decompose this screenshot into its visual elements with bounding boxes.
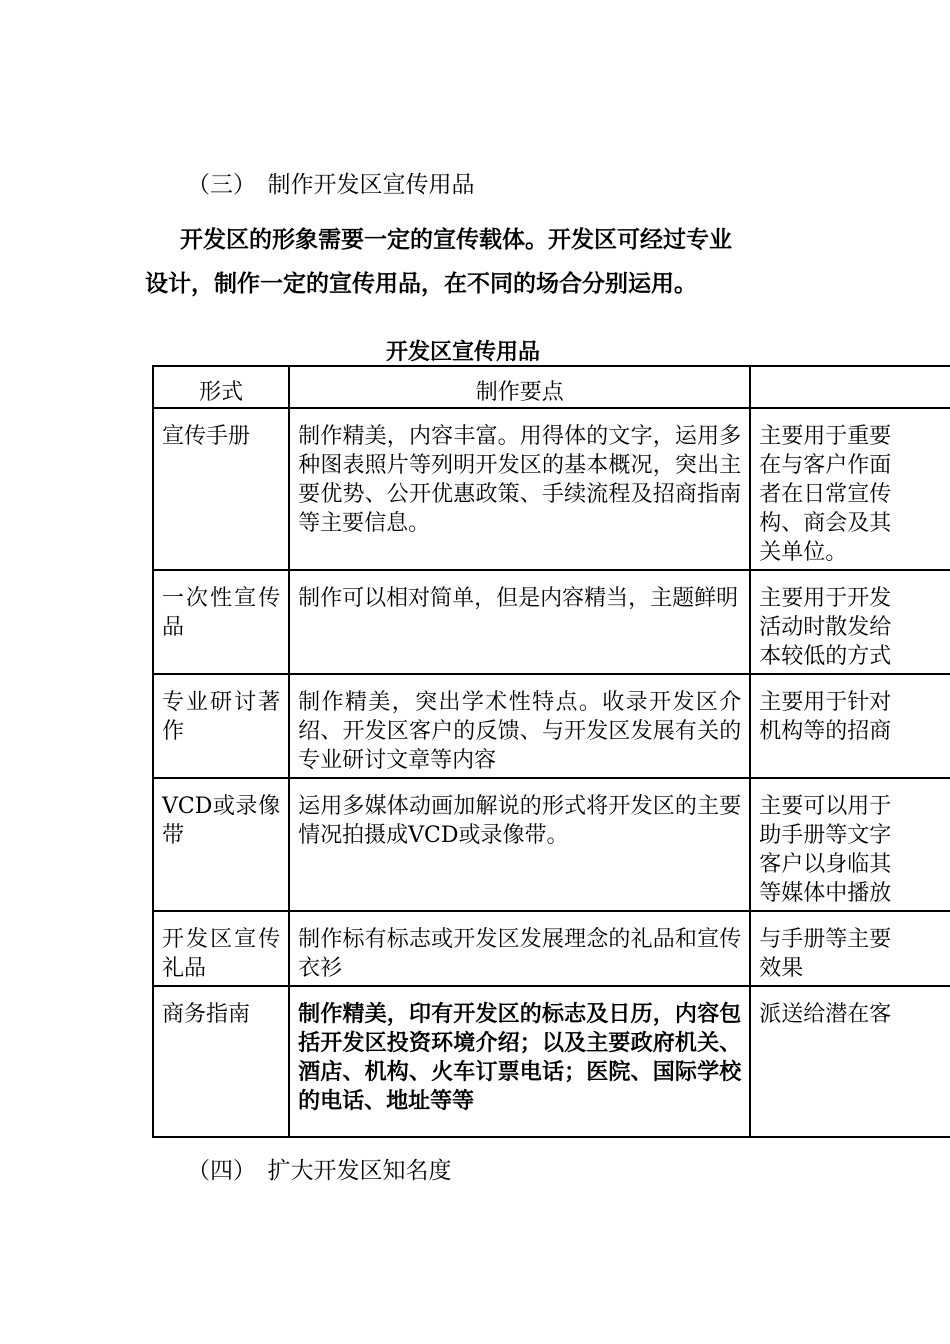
promo-items-table xyxy=(152,365,950,1138)
table-row xyxy=(153,674,950,778)
section-4-heading: （四） 扩大开发区知名度 xyxy=(187,1158,452,1184)
form-cell: 一次性宣传品 xyxy=(153,570,289,674)
header-usage xyxy=(750,366,950,408)
table-caption: 开发区宣传用品 xyxy=(386,339,541,365)
form-cell: 宣传手册 xyxy=(153,408,289,570)
form-cell: 开发区宣传礼品 xyxy=(153,911,289,986)
usage-cell xyxy=(750,570,950,674)
table-row xyxy=(153,986,950,1137)
table-row xyxy=(153,408,950,570)
table-row xyxy=(153,778,950,911)
key-points-cell: 制作精美，内容丰富。用得体的文字，运用多种图表照片等列明开发区的基本概况，突出主要优势、公开优惠政策、手续流程及招商指南等主要信息。 xyxy=(289,408,750,570)
usage-text: 主要可以用于 助手册等文字 客户以身临其 等媒体中播放 xyxy=(759,794,892,906)
table-row xyxy=(153,911,950,986)
table-header-row xyxy=(153,366,950,408)
usage-text: 与手册等主要 效果 xyxy=(759,927,892,981)
usage-text: 主要用于针对 机构等的招商 xyxy=(759,690,892,744)
intro-paragraph-line-2: 设计，制作一定的宣传用品，在不同的场合分别运用。 xyxy=(145,270,697,297)
usage-cell xyxy=(750,778,950,911)
key-points-cell: 制作精美，突出学术性特点。收录开发区介绍、开发区客户的反馈、与开发区发展有关的专业研讨文章等内容 xyxy=(289,674,750,778)
table-row xyxy=(153,570,950,674)
usage-text: 主要用于开发 活动时散发给 本较低的方式 xyxy=(759,586,892,669)
key-points-cell: 运用多媒体动画加解说的形式将开发区的主要情况拍摄成VCD或录像带。 xyxy=(289,778,750,911)
key-points-cell: 制作可以相对简单，但是内容精当，主题鲜明 xyxy=(289,570,750,674)
usage-cell xyxy=(750,986,950,1137)
form-cell: VCD或录像带 xyxy=(153,778,289,911)
form-cell: 专业研讨著作 xyxy=(153,674,289,778)
section-3-heading: （三） 制作开发区宣传用品 xyxy=(187,172,475,198)
key-points-cell: 制作标有标志或开发区发展理念的礼品和宣传衣衫 xyxy=(289,911,750,986)
form-cell: 商务指南 xyxy=(153,986,289,1137)
usage-text: 主要用于重要 在与客户作面 者在日常宣传 构、商会及其 关单位。 xyxy=(759,424,892,565)
usage-cell xyxy=(750,408,950,570)
header-form: 形式 xyxy=(153,366,289,408)
header-key-points: 制作要点 xyxy=(289,366,750,408)
usage-cell xyxy=(750,911,950,986)
intro-paragraph-line-1: 开发区的形象需要一定的宣传载体。开发区可经过专业 xyxy=(180,226,732,253)
usage-cell xyxy=(750,674,950,778)
usage-text: 派送给潜在客 xyxy=(759,1002,892,1027)
key-points-cell: 制作精美，印有开发区的标志及日历，内容包括开发区投资环境介绍；以及主要政府机关、酒店、机构、火车订票电话；医院、国际学校的电话、地址等等 xyxy=(289,986,750,1137)
